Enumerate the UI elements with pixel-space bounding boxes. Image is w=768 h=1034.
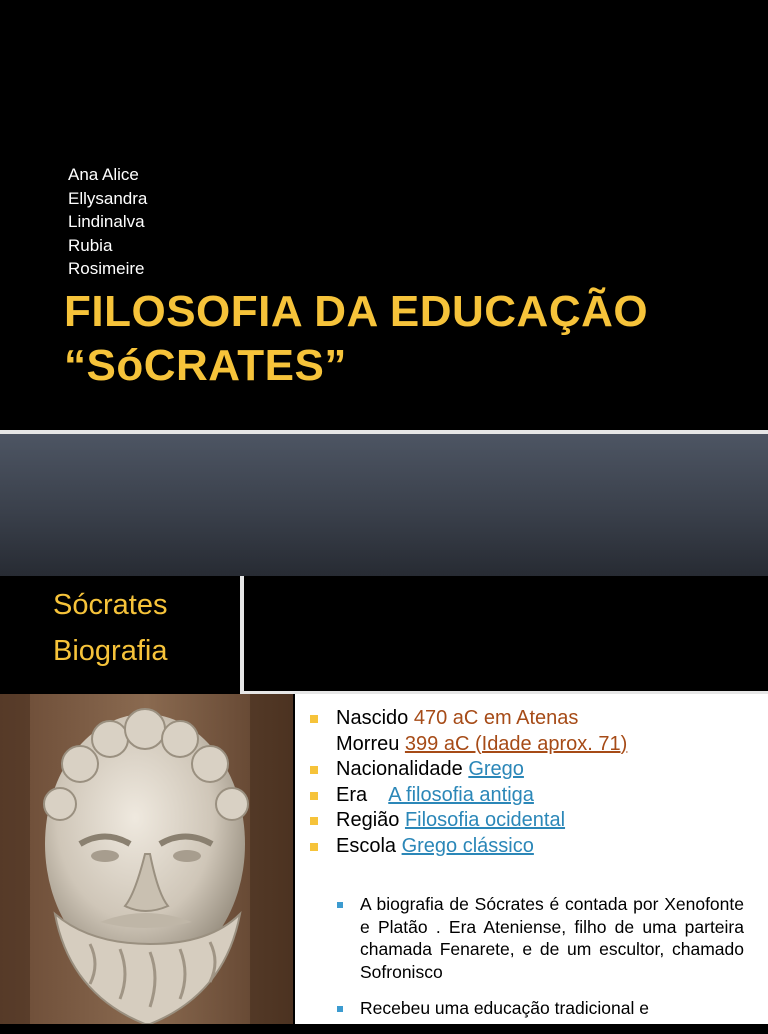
bullet-icon: [310, 766, 318, 774]
blank-slide-band: [0, 434, 768, 576]
bullet-icon: [310, 715, 318, 723]
bullet-icon: [310, 792, 318, 800]
fact-label: Morreu: [336, 732, 400, 755]
title-line: FILOSOFIA DA EDUCAÇÃO: [64, 287, 649, 336]
section-title-line: Biografia: [53, 635, 168, 667]
author-name: Ellysandra: [68, 188, 148, 208]
author-name: Rubia: [68, 235, 113, 255]
fact-nationality: [308, 757, 763, 783]
bullet-icon: [310, 817, 318, 825]
paragraph-text: Recebeu uma educação tradicional e: [360, 998, 649, 1018]
title-slide: [0, 0, 768, 430]
author-name: Rosimeire: [68, 259, 145, 278]
slide-title: [64, 285, 764, 393]
fact-label: Região: [336, 809, 400, 831]
vertical-divider: [240, 576, 244, 694]
sub-bullet-icon: [337, 902, 343, 908]
region-link[interactable]: Filosofia ocidental: [404, 809, 566, 831]
fact-school: [308, 834, 763, 860]
biography-paragraph: [336, 997, 744, 1020]
fact-era: [308, 783, 763, 809]
fact-label: Era: [336, 783, 368, 806]
nationality-link[interactable]: Grego: [468, 758, 524, 780]
school-link[interactable]: Grego clássico: [401, 834, 534, 857]
section-title: [53, 582, 167, 674]
bullet-icon: [310, 843, 318, 851]
facts-list: [308, 706, 763, 859]
paragraph-text: A biografia de Sócrates é contada por Xenofonte e Platão . Era Ateniense, filho de uma parteira chamada Fenarete, e de um escultor, chamado Sofronisco: [360, 894, 744, 982]
fact-label: Nacionalidade: [336, 758, 463, 780]
fact-label: Escola: [336, 834, 397, 857]
socrates-bust-image: [0, 694, 293, 1024]
author-name: Ana Alice: [68, 165, 139, 184]
died-link[interactable]: 399 aC (Idade aprox. 71): [404, 732, 628, 755]
born-value: 470 aC em Atenas: [413, 707, 579, 729]
authors-list: [68, 163, 147, 281]
biography-paragraph: [336, 893, 744, 983]
fact-label: Nascido: [336, 707, 409, 729]
sub-bullet-icon: [337, 1006, 343, 1012]
section-title-line: Sócrates: [53, 589, 168, 621]
fact-region: [308, 808, 763, 834]
fact-born: [308, 706, 763, 757]
biography-paragraphs: [336, 893, 744, 1034]
era-link[interactable]: A filosofia antiga: [388, 783, 534, 806]
author-name: Lindinalva: [68, 212, 145, 231]
title-line: “SóCRATES”: [64, 341, 347, 390]
